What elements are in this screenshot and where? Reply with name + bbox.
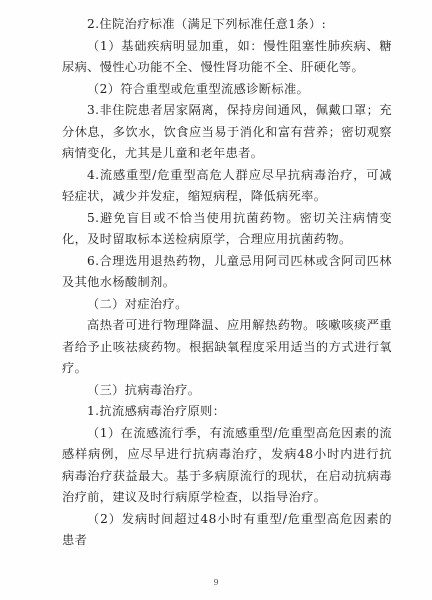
paragraph-symptomatic-treatment: 高热者可进行物理降温、应用解热药物。咳嗽咳痰严重者给予止咳祛痰药物。根据缺氧程度采用适当的方式进行氧疗。 xyxy=(62,318,392,375)
paragraph-antiviral-principles: 1.抗流感病毒治疗原则： xyxy=(87,404,226,418)
paragraph-inpatient-criteria: 2.住院治疗标准（满足下列标准任意1条）: xyxy=(87,17,327,31)
paragraph-criterion-2: （2）符合重型或危重型流感诊断标准。 xyxy=(87,81,310,96)
paragraph-criterion-1: （1）基础疾病明显加重，如：慢性阻塞性肺疾病、糖尿病、慢性心功能不全、慢性肾功能不全、肝硬化等。 xyxy=(62,38,392,74)
paragraph-antibiotics: 5.避免盲目或不恰当使用抗菌药物。密切关注病情变化，及时留取标本送检病原学，合理应用抗菌药物。 xyxy=(62,210,392,246)
document-body xyxy=(62,14,392,552)
paragraph-antiviral-principle-2: （2）发病时间超过48小时有重型/危重型高危因素的患者 xyxy=(62,511,392,547)
paragraph-antipyretics: 6.合理选用退热药物，儿童忌用阿司匹林或含阿司匹林及其他水杨酸制剂。 xyxy=(62,253,392,289)
paragraph-antiviral-principle-1: （1）在流感流行季，有流感重型/危重型高危因素的流感样病例，应尽早进行抗病毒治疗，发病48小时内进行抗病毒治疗获益最大。基于多病原流行的现状，在启动抗病毒治疗前，建议及时行病原学检查，以指导治疗。 xyxy=(62,425,392,504)
page-number: 9 xyxy=(213,578,219,587)
paragraph-home-isolation: 3.非住院患者居家隔离，保持房间通风，佩戴口罩；充分休息，多饮水，饮食应当易于消化和富有营养；密切观察病情变化，尤其是儿童和老年患者。 xyxy=(62,103,392,160)
paragraph-high-risk-antiviral: 4.流感重型/危重型高危人群应尽早抗病毒治疗，可减轻症状，减少并发症，缩短病程，降低病死率。 xyxy=(62,167,392,203)
heading-symptomatic-treatment: （二）对症治疗。 xyxy=(87,296,188,311)
heading-antiviral-treatment: （三）抗病毒治疗。 xyxy=(87,382,201,397)
